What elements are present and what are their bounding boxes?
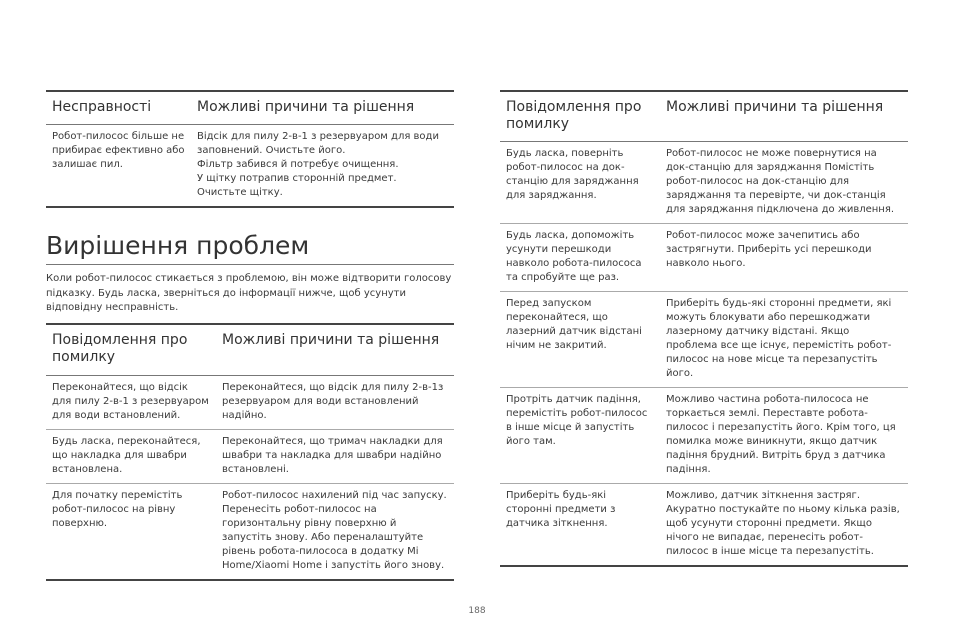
solution-cell: [191, 125, 454, 208]
column-header-error-message: Повідомлення про помилку: [46, 324, 216, 376]
solution-cell: Переконайтеся, що відсік для пилу 2-в-1з резервуаром для води встановлений надійно.: [216, 376, 454, 430]
error-message-cell: Будь ласка, поверніть робот-пилосос на док-станцію для заряджання для заряджання.: [500, 142, 660, 224]
table-row: [500, 292, 908, 388]
table-row: [46, 430, 454, 484]
solution-cell: Робот-пилосос не може повернутися на док-станцію для заряджання Помістіть робот-пилосос на док-станцію для заряджання та перевірте, чи док-станція для заряджання підключена до живлення.: [660, 142, 908, 224]
solution-line: У щітку потрапив сторонній предмет. Очистьте щітку.: [197, 173, 397, 198]
table-header-row: [46, 91, 454, 125]
solution-cell: Можливо частина робота-пилососа не торкається землі. Переставте робота-пилосос і перезапустіть його. Крім того, ця помилка може виникнути, якщо датчик падіння брудний. Витріть бруд з датчика падіння.: [660, 388, 908, 484]
table-row: [46, 376, 454, 430]
error-messages-table-left: [46, 323, 454, 581]
solution-cell: Робот-пилосос може зачепитись або застрягнути. Приберіть усі перешкоди навколо нього.: [660, 224, 908, 292]
error-messages-table-right: [500, 90, 908, 567]
error-message-cell: Будь ласка, допоможіть усунути перешкоди навколо робота-пилососа та спробуйте ще раз.: [500, 224, 660, 292]
table-header-row: [500, 91, 908, 142]
solution-cell: Робот-пилосос нахилений під час запуску. Перенесіть робот-пилосос на горизонтальну рівну поверхню й запустіть знову. Або переналаштуйте рівень робота-пилососа в додатку Mi Home/Xiaomi Home і запустіть його знову.: [216, 484, 454, 581]
error-message-cell: Будь ласка, переконайтеся, що накладка для швабри встановлена.: [46, 430, 216, 484]
error-message-cell: Перед запуском переконайтеся, що лазерний датчик відстані нічим не закритий.: [500, 292, 660, 388]
column-header-causes: Можливі причини та рішення: [660, 91, 908, 142]
solution-line: Відсік для пилу 2-в-1 з резервуаром для води заповнений. Очистьте його.: [197, 131, 439, 156]
solution-cell: Переконайтеся, що тримач накладки для швабри та накладка для швабри надійно встановлені.: [216, 430, 454, 484]
page-number: 188: [468, 606, 486, 616]
table-row: [500, 224, 908, 292]
solution-line: Фільтр забився й потребує очищення.: [197, 159, 399, 170]
column-header-causes: Можливі причини та рішення: [191, 91, 454, 125]
section-title: Вирішення проблем: [46, 230, 454, 265]
fault-cell: Робот-пилосос більше не прибирає ефективно або залишає пил.: [46, 125, 191, 208]
column-header-causes: Можливі причини та рішення: [216, 324, 454, 376]
table-row: [500, 484, 908, 567]
column-header-faults: Несправності: [46, 91, 191, 125]
table-row: [500, 388, 908, 484]
table-row: [46, 484, 454, 581]
table-header-row: [46, 324, 454, 376]
section-intro: Коли робот-пилосос стикається з проблемою, він може відтворити голосову підказку. Будь ласка, зверніться до інформації нижче, щоб усунути відповідну несправність.: [46, 273, 452, 313]
faults-table: [46, 90, 454, 208]
error-message-cell: Для початку перемістіть робот-пилосос на рівну поверхню.: [46, 484, 216, 581]
error-message-cell: Приберіть будь-які сторонні предмети з датчика зіткнення.: [500, 484, 660, 567]
table-row: [46, 125, 454, 208]
column-header-error-message: Повідомлення про помилку: [500, 91, 660, 142]
solution-cell: Можливо, датчик зіткнення застряг. Акуратно постукайте по ньому кілька разів, щоб усунути сторонні предмети. Якщо нічого не випадає, перенесіть робот-пилосос в інше місце та перезапустіть.: [660, 484, 908, 567]
solution-cell: Приберіть будь-які сторонні предмети, які можуть блокувати або перешкоджати лазерному датчику відстані. Якщо проблема все ще існує, перемістіть робот-пилосос на нове місце та перезапустіть його.: [660, 292, 908, 388]
error-message-cell: Переконайтеся, що відсік для пилу 2-в-1 з резервуаром для води встановлений.: [46, 376, 216, 430]
error-message-cell: Протріть датчик падіння, перемістіть робот-пилосос в інше місце й запустіть його там.: [500, 388, 660, 484]
table-row: [500, 142, 908, 224]
